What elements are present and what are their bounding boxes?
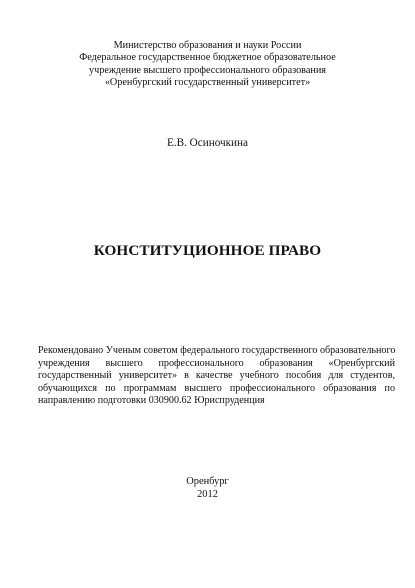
- publication-year: 2012: [197, 488, 218, 500]
- recommendation-line: направлению подготовки 030900.62 Юриспруденция: [38, 395, 265, 407]
- author-name: Е.В. Осиночкина: [166, 137, 248, 149]
- publication-info: [0, 476, 415, 502]
- header-line-university: «Оренбургский государственный университет»: [104, 77, 311, 89]
- recommendation-line: государственный университет» в качестве учебного пособия для студентов,: [38, 370, 395, 382]
- publication-city: Оренбург: [186, 476, 229, 487]
- header-line-federal: Федеральное государственное бюджетное образовательное: [79, 52, 336, 64]
- recommendation-line: Рекомендовано Ученым советом федерального государственного образовательного: [38, 345, 395, 356]
- header-line-ministry: Министерство образования и науки России: [113, 40, 302, 51]
- recommendation-line: обучающихся по программам высшего профессионального образования по: [38, 382, 395, 394]
- recommendation-paragraph: [38, 345, 395, 408]
- document-title: КОНСТИТУЦИОННОЕ ПРАВО: [93, 242, 322, 259]
- header-line-institution-type: учреждение высшего профессионального образования: [89, 64, 326, 76]
- recommendation-line: учреждения высшего профессионального образования «Оренбургский: [38, 357, 395, 369]
- institution-header: [20, 40, 395, 90]
